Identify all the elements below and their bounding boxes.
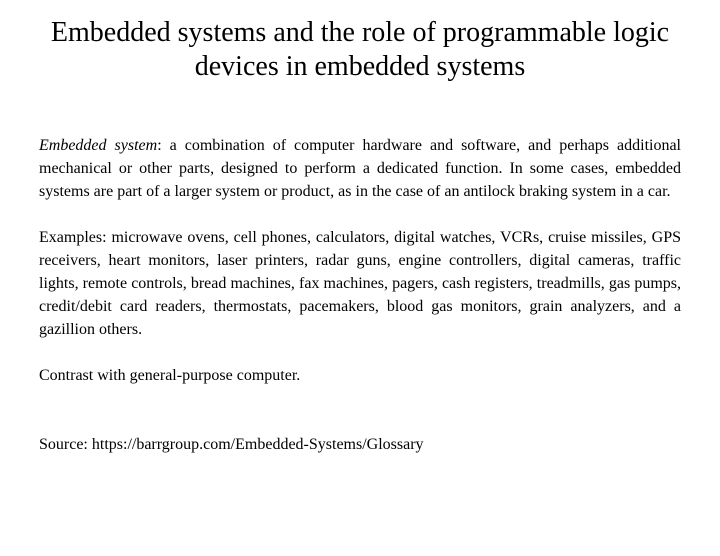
slide-title: Embedded systems and the role of programmable logic devices in embedded systems bbox=[50, 17, 670, 82]
definition-term: Embedded system bbox=[39, 137, 158, 154]
definition-paragraph bbox=[39, 134, 681, 203]
definition-text: : a combination of computer hardware and software, and perhaps additional mechanical or other parts, designed to perform a dedicated function. In some cases, embedded systems are part of a larger system or product, as in the case of an antilock braking system in a car. bbox=[39, 137, 682, 200]
source-citation: Source: https://barrgroup.com/Embedded-Systems/Glossary bbox=[39, 436, 424, 453]
examples-paragraph: Examples: microwave ovens, cell phones, calculators, digital watches, VCRs, cruise missiles, GPS receivers, heart monitors, laser printers, radar guns, engine controllers, digital cameras, traffic lights, remote controls, bread machines, fax machines, pagers, cash registers, treadmills, gas pumps, credit/debit card readers, thermostats, pacemakers, blood gas monitors, grain analyzers, and a gazillion others. bbox=[39, 229, 681, 338]
slide bbox=[0, 16, 720, 556]
slide-body bbox=[39, 134, 681, 456]
contrast-paragraph: Contrast with general-purpose computer. bbox=[39, 367, 301, 384]
